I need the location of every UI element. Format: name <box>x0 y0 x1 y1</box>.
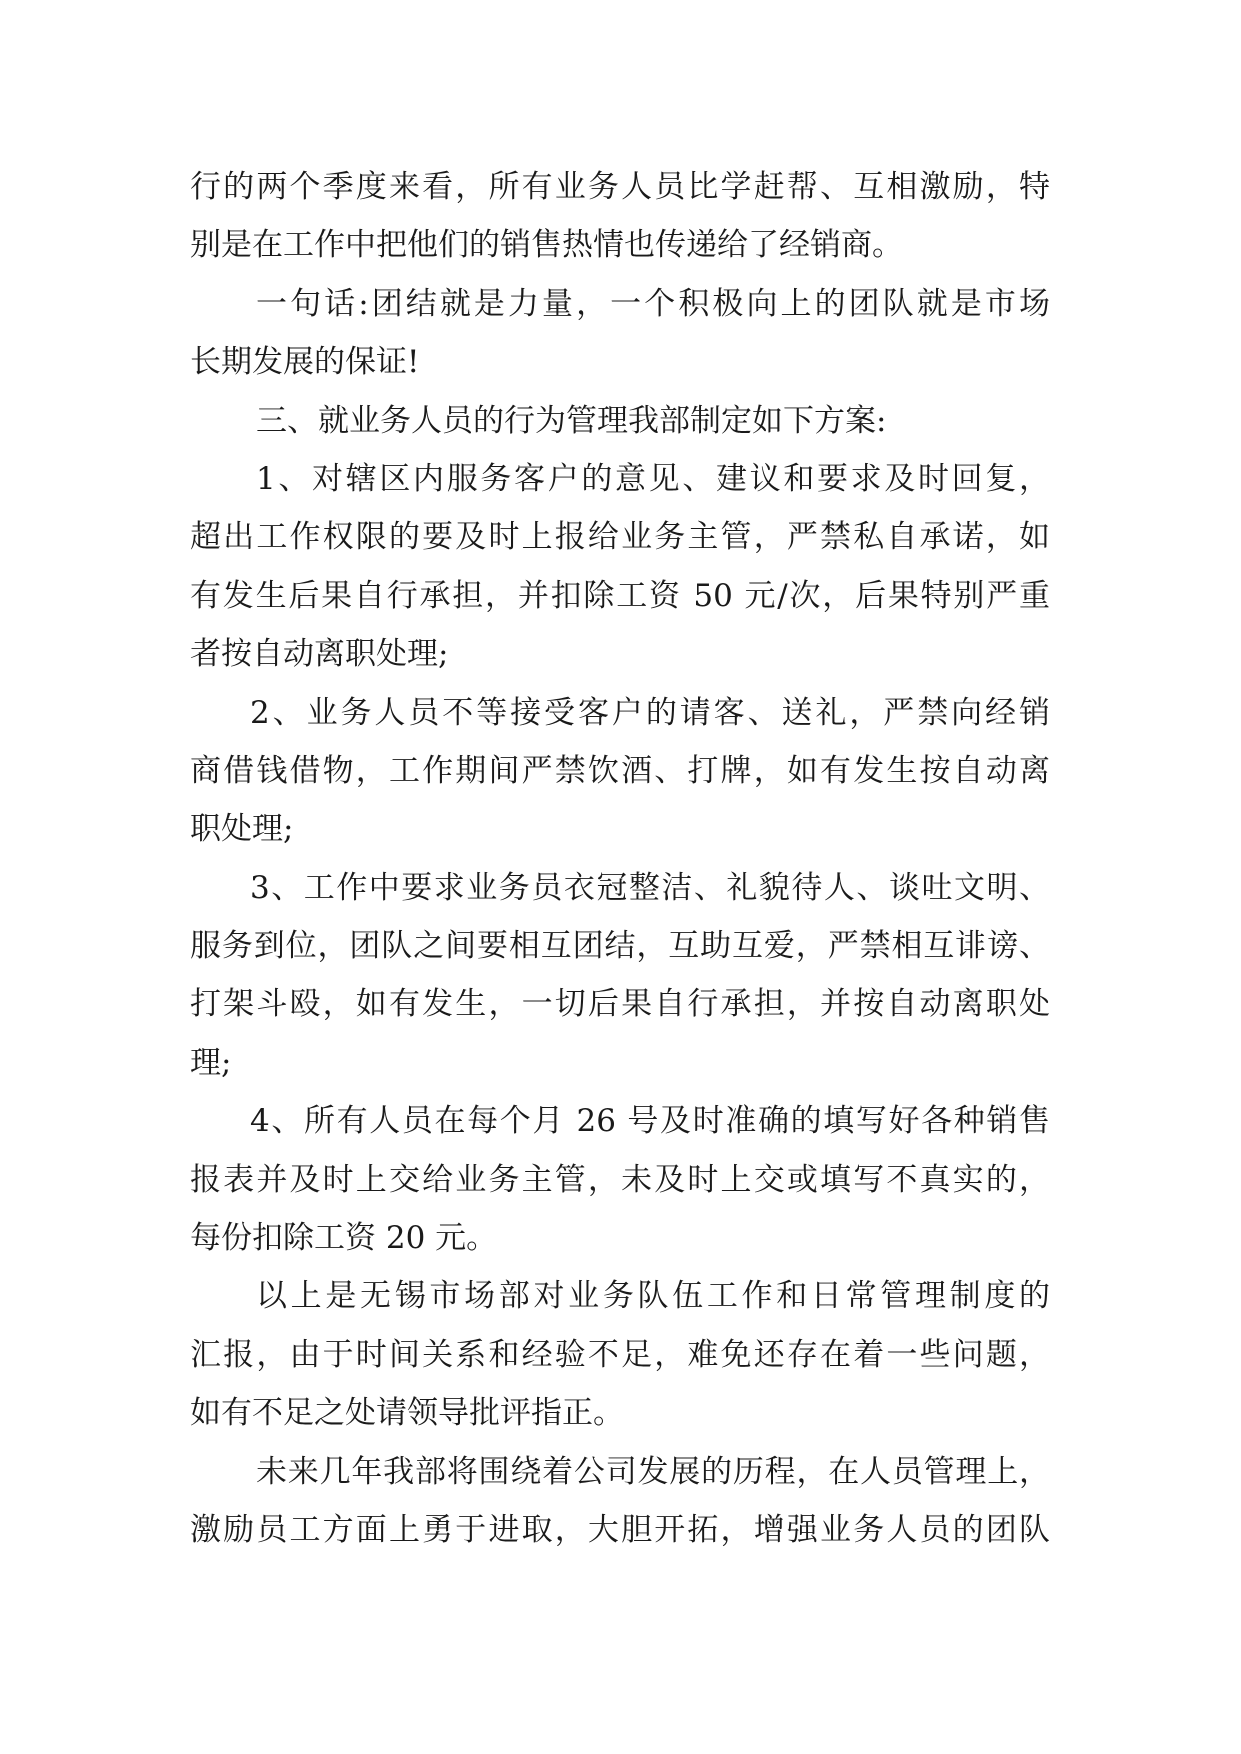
text-line: 三、就业务人员的行为管理我部制定如下方案: <box>256 402 887 439</box>
text-line: 1、对辖区内服务客户的意见、建议和要求及时回复， <box>256 460 1050 497</box>
text-line: 汇报，由于时间关系和经验不足，难免还存在着一些问题， <box>190 1336 1050 1373</box>
text-line: 行的两个季度来看，所有业务人员比学赶帮、互相激励，特 <box>190 169 1050 205</box>
text-line: 未来几年我部将围绕着公司发展的历程，在人员管理上， <box>256 1453 1050 1490</box>
text-line: 者按自动离职处理; <box>190 636 449 673</box>
text-line: 以上是无锡市场部对业务队伍工作和日常管理制度的 <box>256 1278 1050 1315</box>
text-line: 如有不足之处请领导批评指正。 <box>190 1395 624 1432</box>
text-line: 报表并及时上交给业务主管，未及时上交或填写不真实的， <box>190 1161 1050 1198</box>
body-text <box>190 158 1050 1559</box>
text-line: 服务到位，团队之间要相互团结，互助互爱，严禁相互诽谤、 <box>190 928 1050 965</box>
text-line: 长期发展的保证! <box>190 344 420 381</box>
text-line: 每份扣除工资 20 元。 <box>190 1220 498 1257</box>
text-line: 理; <box>190 1044 232 1081</box>
text-line: 商借钱借物，工作期间严禁饮酒、打牌，如有发生按自动离 <box>190 752 1050 789</box>
text-line: 超出工作权限的要及时上报给业务主管，严禁私自承诺，如 <box>190 519 1050 556</box>
text-line: 4、所有人员在每个月 26 号及时准确的填写好各种销售 <box>250 1103 1050 1140</box>
text-line: 别是在工作中把他们的销售热情也传递给了经销商。 <box>190 227 903 264</box>
text-line: 激励员工方面上勇于进取，大胆开拓，增强业务人员的团队 <box>190 1511 1050 1548</box>
text-line: 职处理; <box>190 811 294 848</box>
text-line: 2、业务人员不等接受客户的请客、送礼，严禁向经销 <box>250 694 1050 731</box>
text-line: 一句话:团结就是力量，一个积极向上的团队就是市场 <box>256 285 1050 322</box>
text-line: 3、工作中要求业务员衣冠整洁、礼貌待人、谈吐文明、 <box>250 869 1050 906</box>
text-line: 打架斗殴，如有发生，一切后果自行承担，并按自动离职处 <box>190 986 1050 1023</box>
text-line: 有发生后果自行承担，并扣除工资 50 元/次，后果特别严重 <box>190 577 1050 614</box>
